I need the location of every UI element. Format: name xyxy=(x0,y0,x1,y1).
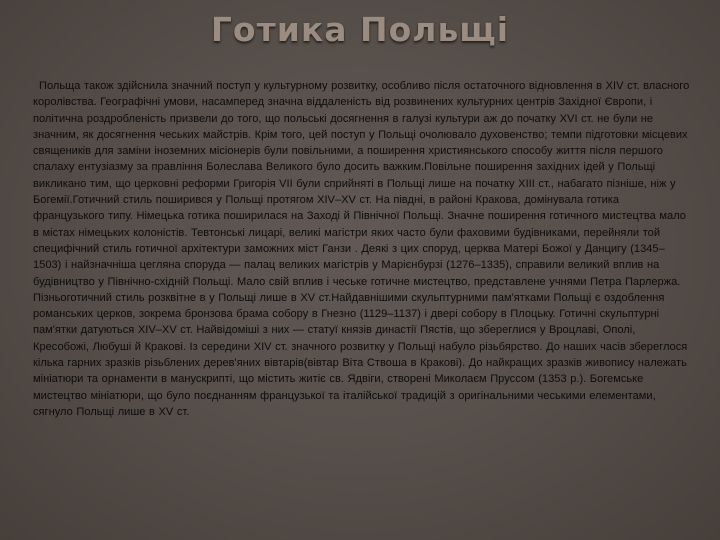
slide-body-text: Польща також здійснила значний поступ у культурному розвитку, особливо після остаточного відновлення в XIV ст. власного королівства. Географічні умови, насамперед значна віддаленість від розвинених культурних центрів Західної Європи, і політична роздробленість призвели до того, що польські досягнення в галузі культури аж до початку XVI ст. не були не значним, як досягнення чеських майстрів. Крім того, цей поступ у Польщі очолювало духовенство; темпи підготовки місцевих священиків для заміни іноземних місіонерів були повільними, а поширення християнського способу життя після першого спалаху ентузіазму за правління Болеслава Великого було досить важким.Повільне поширення західних ідей у Польщі викликано тим, що церковні реформи Григорія VII були сприйняті в Польщі лише на початку XIII ст., набагато пізніше, ніж у Богемії.Готичний стиль поширився у Польщі протягом XIV–XV ст. На півдні, в районі Кракова, домінувала готика французького типу. Німецька готика поширилася на Заході й Північної Польщі. Значне поширення готичного мистецтва мало в містах німецьких колоністів. Тевтонські лицарі, великі магістри яких часто були фаховими будівниками, перейняли той специфічний стиль готичної архітектури заможних міст Ганзи . Деякі з цих споруд, церква Матері Божої у Данцигу (1345–1503) і найзначніша цегляна споруда — палац великих магістрів у Марієнбурзі (1276–1335), справили великий вплив на будівництво у Північно-східній Польщі. Мало свій вплив і чеське готичне мистецтво, представлене учнями Петра Парлержа. Пізньоготичний стиль розквітне в у Польщі лише в XV ст.Найдавнішими скульптурними пам'ятками Польщі є оздоблення романських церков, зокрема бронзова брама собору в Гнезно (1129–1137) і двері собору в Плоцьку. Готичні скульптурні пам'ятки датуються XIV–XV ст. Найвідоміші з них — статуї князів династії Пястів, що збереглися у Вроцлаві, Ополі, Кресобожі, Любуші й Кракові. Із середини XIV ст. значного розвитку у Польщі набуло різьбярство. До наших часів збереглося кілька гарних зразків різьблених дерев'яних вівтарів(вівтар Віта Ствоша в Кракові). До найкращих зразків живопису належать мініатюри та орнаменти в манускрипті, що містить житіє св. Ядвіги, створені Миколаєм Пруссом (1353 р.). Богемське мистецтво мініатюри, що було поєднанням французької та італійської традицій з оригінальними чеськими елементами, сягнуло Польщі лише в XV ст. xyxy=(33,80,690,418)
slide-title: Готика Польщі xyxy=(210,10,510,49)
